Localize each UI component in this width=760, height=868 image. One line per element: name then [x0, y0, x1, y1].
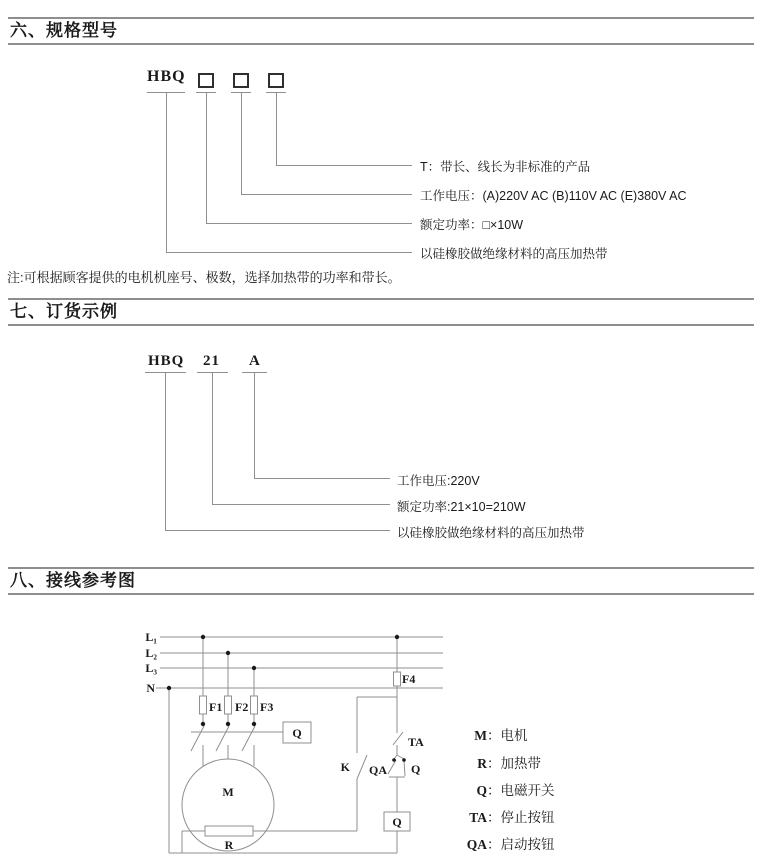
- junction-dot: [395, 635, 399, 639]
- legend-separator: ：: [487, 783, 501, 798]
- ta-switch: [393, 732, 403, 755]
- leader-line: [241, 92, 242, 194]
- fuse-label-f3: F3: [260, 700, 274, 714]
- leader-line: [241, 194, 412, 195]
- legend-key: TA: [469, 810, 487, 825]
- legend-key: QA: [466, 837, 487, 852]
- section6-header: [8, 17, 754, 45]
- legend-desc: 加热带: [500, 756, 541, 771]
- fuse-f4: [394, 672, 401, 686]
- legend-desc: 电机: [500, 728, 528, 743]
- leader-line: [212, 504, 390, 505]
- contact-dot: [252, 722, 256, 726]
- legend-item-start: [461, 833, 555, 853]
- junction-dot: [252, 666, 256, 670]
- spec-annotation-power: 额定功率：□×10W: [420, 218, 524, 232]
- model-placeholder-box-3: [268, 73, 284, 88]
- fuse-label-f1: F1: [209, 700, 223, 714]
- legend-separator: ：: [487, 837, 501, 852]
- contact-dot: [402, 758, 406, 762]
- order-annotation-material: 以硅橡胶做绝缘材料的高压加热带: [397, 526, 585, 540]
- legend-item-heater: [461, 752, 541, 772]
- model-placeholder-box-1: [198, 73, 214, 88]
- section8-header: [8, 567, 754, 595]
- leader-line: [254, 372, 255, 478]
- legend-key: R: [477, 756, 487, 771]
- model-prefix: HBQ: [147, 68, 186, 85]
- fuse-label-f4: F4: [402, 672, 416, 686]
- leader-line: [166, 92, 167, 252]
- spec-note: 注:可根据顾客提供的电机机座号、极数，选择加热带的功率和带长。: [7, 270, 401, 285]
- contact-dot: [201, 722, 205, 726]
- legend-key: M: [474, 728, 487, 743]
- section7-header: [8, 298, 754, 326]
- fuse-f1: [200, 696, 207, 714]
- legend-separator: ：: [487, 728, 501, 743]
- spec-annotation-material: 以硅橡胶做绝缘材料的高压加热带: [420, 247, 608, 261]
- legend-desc: 启动按钮: [500, 837, 555, 852]
- fuse-label-f2: F2: [235, 700, 249, 714]
- legend-separator: ：: [487, 756, 501, 771]
- junction-dot: [167, 686, 171, 690]
- q-contact-label: Q: [411, 762, 421, 776]
- legend-key: Q: [476, 783, 487, 798]
- order-voltage-code: A: [249, 353, 261, 369]
- legend-item-stop: [461, 806, 555, 826]
- line-label-l1: L₁: [145, 630, 157, 644]
- order-prefix: HBQ: [148, 353, 185, 369]
- contactor-blades: [191, 726, 283, 751]
- coil-label: Q: [392, 815, 402, 829]
- order-annotation-power: 额定功率:21×10=210W: [397, 500, 526, 514]
- order-power-code: 21: [203, 353, 220, 369]
- heater-label: R: [224, 838, 234, 852]
- leader-line: [212, 372, 213, 504]
- leader-line: [206, 223, 412, 224]
- contact-dot: [392, 758, 396, 762]
- spec-annotation-voltage: 工作电压：(A)220V AC (B)110V AC (E)380V AC: [420, 189, 687, 203]
- qa-label: QA: [369, 763, 387, 777]
- leader-line: [206, 92, 207, 223]
- heater-rect: [205, 826, 253, 836]
- contact-dot: [226, 722, 230, 726]
- fuse-f2: [225, 696, 232, 714]
- legend-separator: ：: [487, 810, 501, 825]
- fuse-f3: [251, 696, 258, 714]
- leader-line: [276, 92, 277, 165]
- motor-label: M: [222, 785, 234, 799]
- spec-annotation-length: T：带长、线长为非标准的产品: [420, 160, 591, 174]
- leader-line: [165, 530, 390, 531]
- legend-item-switch: [461, 779, 555, 799]
- section8-title: 八、接线参考图: [10, 571, 136, 590]
- model-placeholder-box-2: [233, 73, 249, 88]
- line-label-l2: L₂: [145, 646, 157, 660]
- ta-label: TA: [408, 735, 424, 749]
- legend-desc: 电磁开关: [500, 783, 555, 798]
- section7-title: 七、订货示例: [10, 302, 118, 321]
- legend-desc: 停止按钮: [500, 810, 555, 825]
- qa-q-parallel-contacts: [388, 755, 405, 812]
- legend-item-motor: [461, 724, 528, 744]
- wiring-diagram: [135, 612, 475, 868]
- contactor-label: Q: [292, 726, 302, 740]
- junction-dot: [201, 635, 205, 639]
- line-label-l3: L₃: [145, 661, 157, 675]
- leader-line: [165, 372, 166, 530]
- leader-line: [254, 478, 390, 479]
- section6-title: 六、规格型号: [10, 21, 118, 40]
- leader-line: [276, 165, 412, 166]
- order-annotation-voltage: 工作电压:220V: [397, 474, 480, 488]
- line-label-n: N: [146, 681, 155, 695]
- junction-dot: [226, 651, 230, 655]
- k-label: K: [340, 760, 350, 774]
- leader-line: [166, 252, 412, 253]
